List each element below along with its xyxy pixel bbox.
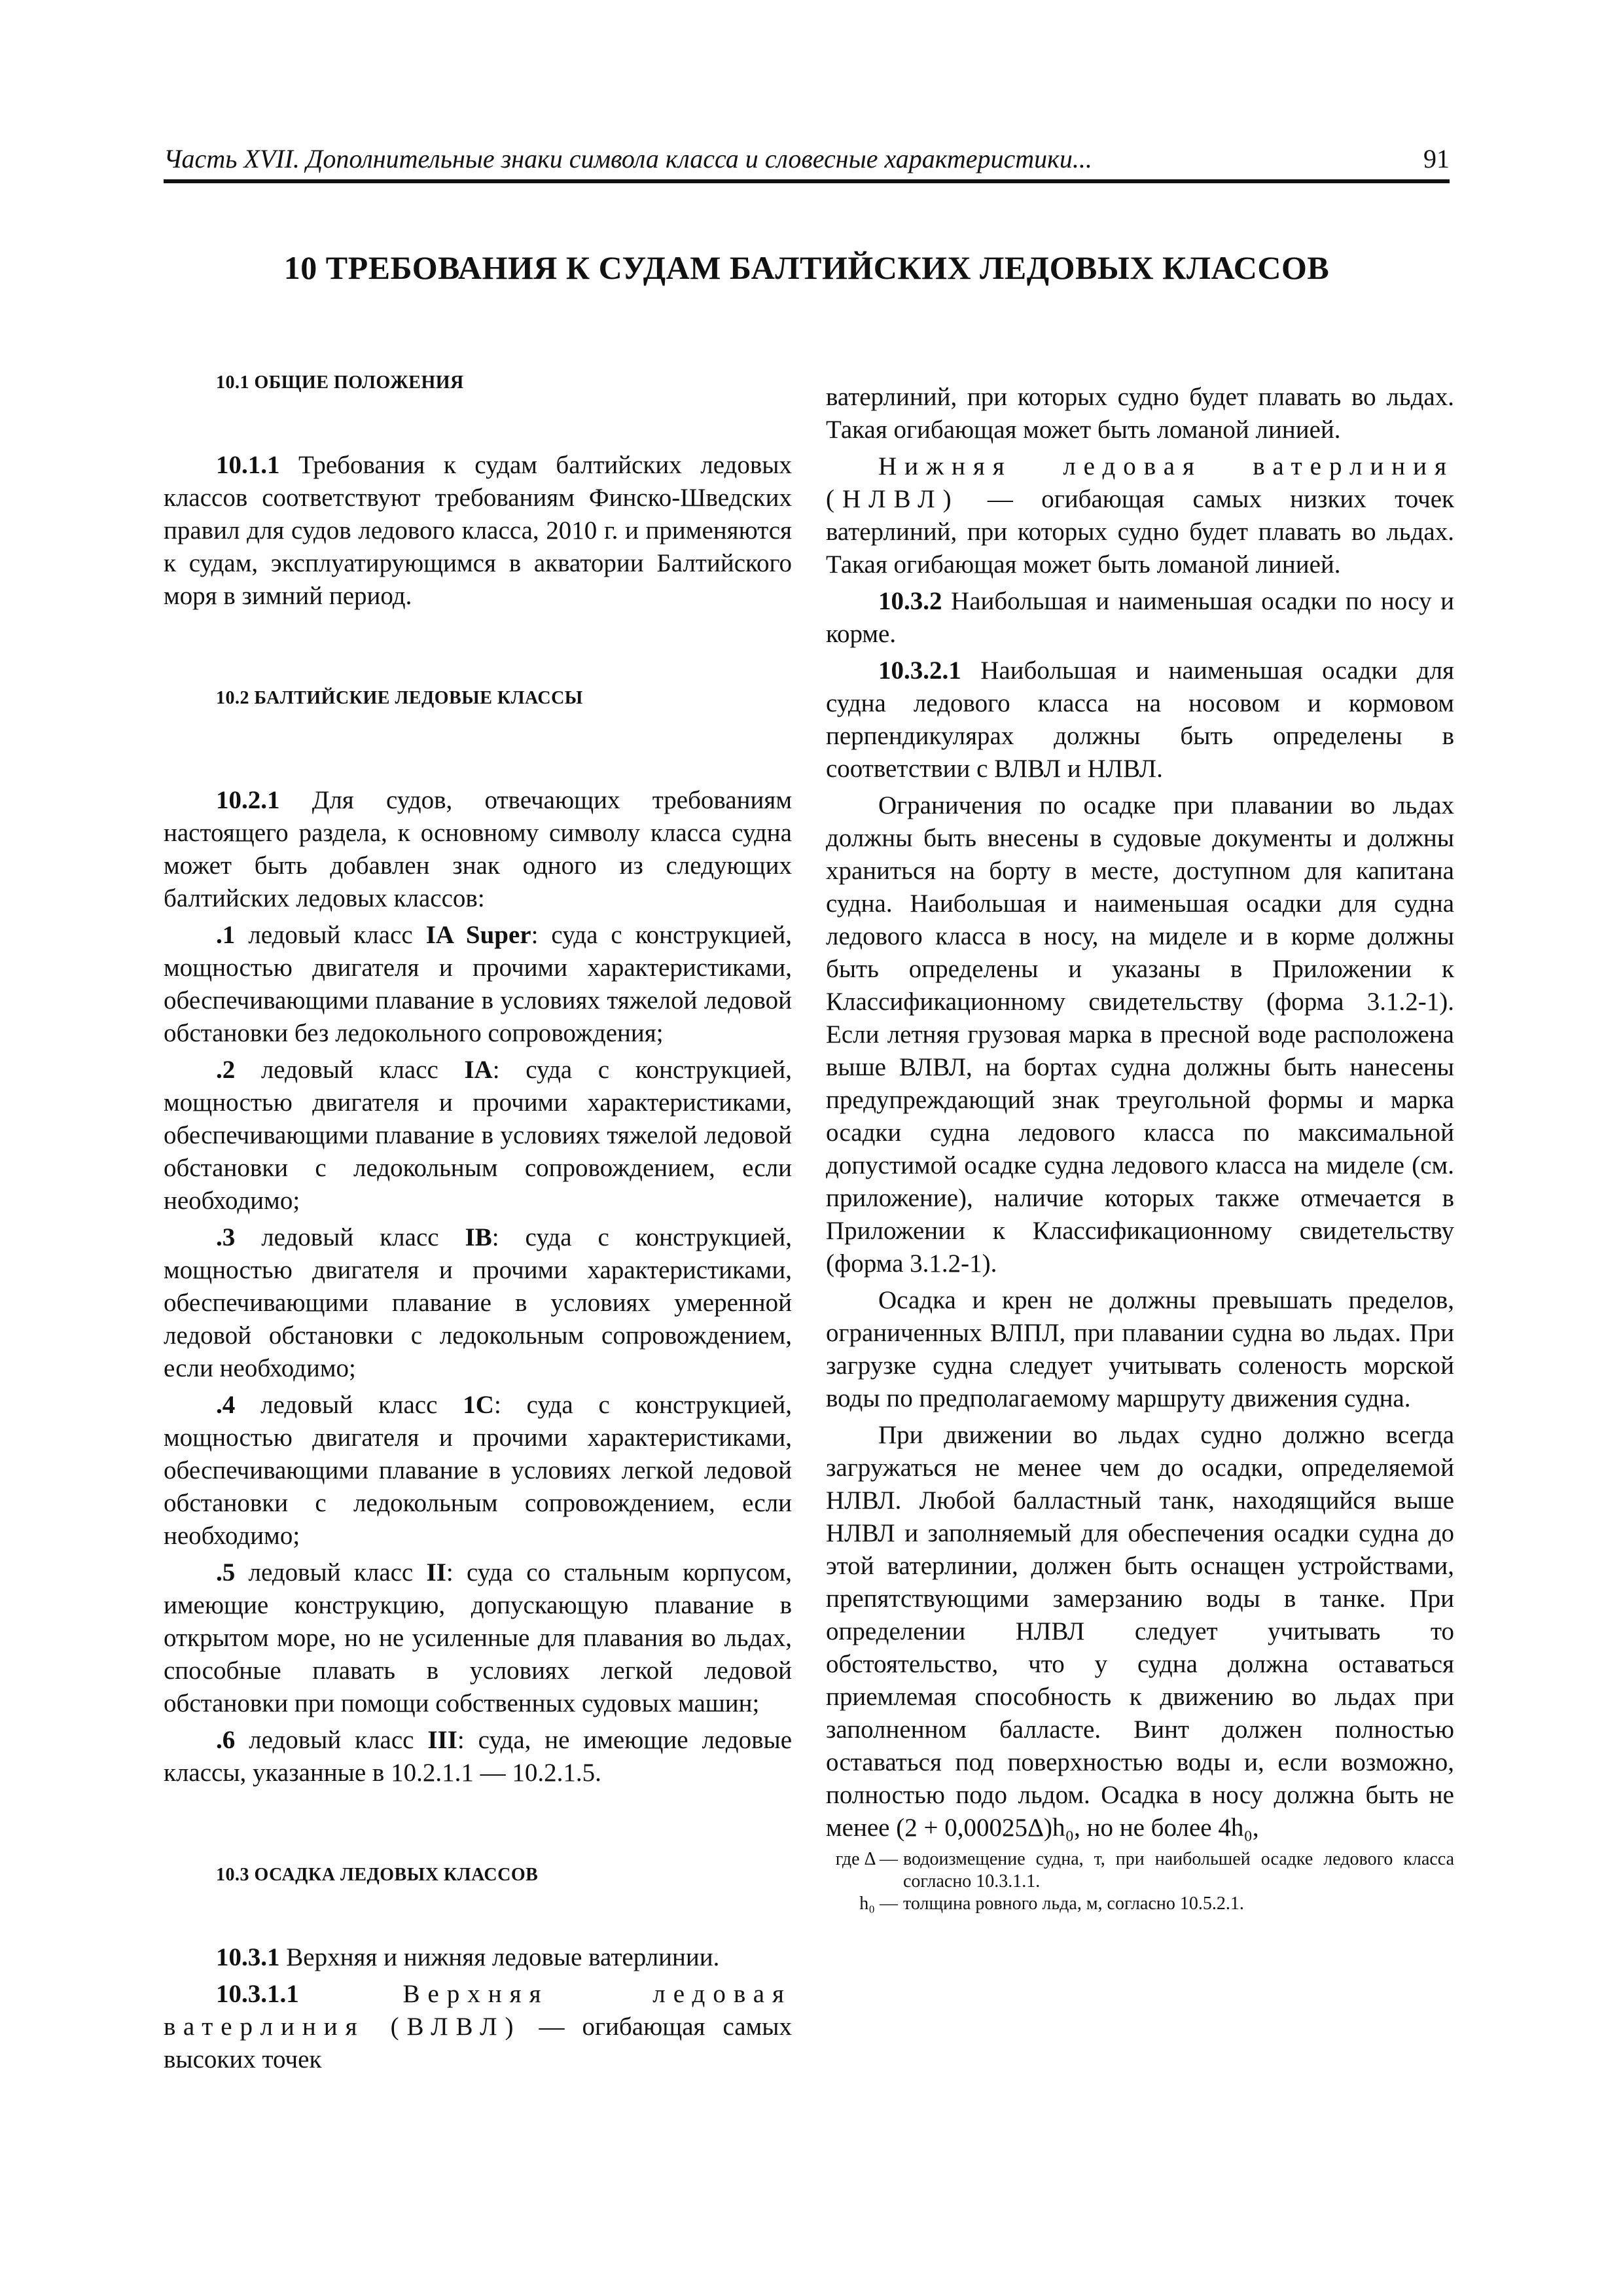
clause-number: 10.1.1	[216, 451, 280, 479]
note-text: толщина ровного льда, м, согласно 10.5.2.1.	[903, 1893, 1244, 1914]
note-text: водоизмещение судна, т, при наибольшей осадке ледового класса согласно 10.3.1.1.	[903, 1849, 1454, 1892]
ice-class: II	[426, 1558, 446, 1587]
ice-class: III	[427, 1726, 457, 1754]
section-heading-10-2: 10.2 БАЛТИЙСКИЕ ЛЕДОВЫЕ КЛАССЫ	[216, 688, 583, 708]
item-text: ледовый класс	[235, 1056, 465, 1084]
paragraph-10-1-1	[164, 449, 792, 613]
note-symbol: где Δ —	[835, 1849, 898, 1869]
paragraph-10-3-1	[164, 1941, 792, 1974]
header-title: Часть XVII. Дополнительные знаки символа класса и словесные характеристики...	[164, 144, 1092, 173]
item-text: ледовый класс	[235, 1223, 465, 1251]
ice-class: 1C	[463, 1391, 494, 1419]
item-text: : суда со стальным корпусом, имеющие конструкцию, допускающую плавание в открытом море, но не усиленные для плавания во льдах, способные плавать в условиях легкой ледовой обстановки при помощи собственных судовых машин;	[164, 1558, 792, 1717]
list-item-2	[164, 1054, 792, 1217]
list-item-5	[164, 1556, 792, 1720]
term-vlvl: Верхняя ледовая ватерлиния (ВЛВЛ)	[164, 1980, 792, 2041]
item-text: : суда с конструкцией, мощностью двигателя и прочими характеристиками, обеспечивающими плавание в условиях тяжелой ледовой обстановки с ледокольным сопровождением, если необходимо;	[164, 1056, 792, 1215]
item-text: : суда, не имеющие ледовые классы, указанные в 10.2.1.1 — 10.2.1.5.	[164, 1726, 792, 1787]
paragraph-text: Для судов, отвечающих требованиям настоящего раздела, к основному символу класса судна может быть добавлен знак одного из следующих балтийских ледовых классов:	[164, 786, 792, 912]
item-text: ледовый класс	[235, 1391, 463, 1419]
paragraph-text: — огибающая самых низких точек ватерлиний, при которых судно будет плавать во льдах. Такая огибающая может быть ломаной линией.	[826, 485, 1454, 579]
clause-number: 10.3.1	[216, 1943, 280, 1971]
paragraph-text: — огибающая самых высоких точек	[164, 2013, 792, 2073]
item-text: ледовый класс	[235, 921, 426, 949]
paragraph-draught-heel: Осадка и крен не должны превышать пределов, ограниченных ВЛПЛ, при плавании судна во льдах. При загрузке судна следует учитывать соленость морской воды по предполагаемому маршруту движения судна.	[826, 1286, 1454, 1412]
paragraph-loading: При движении во льдах судно должно всегда загружаться не менее чем до осадки, определяемой НЛВЛ. Любой балластный танк, находящийся выше НЛВЛ и заполняемый для обеспечения осадки судна до этой ватерлинии, должен быть оснащен устройствами, препятствующими замерзанию воды в танке. При определении НЛВЛ следует учитывать то обстоятельство, что у судна должна оставаться приемлемая способность к движению во льдах при заполненном балласте. Винт должен полностью оставаться под поверхностью воды и, если возможно, полностью подо льдом. Осадка в носу должна быть не менее (2 + 0,00025Δ)h₀, но не более 4h₀,	[826, 1421, 1454, 1842]
note-symbol: h₀ —	[859, 1893, 898, 1914]
paragraph-10-3-2-1	[826, 655, 1454, 785]
item-number: .4	[216, 1391, 236, 1419]
running-header	[164, 143, 1450, 183]
item-text: : суда с конструкцией, мощностью двигателя и прочими характеристиками, обеспечивающими плавание в условиях легкой ледовой обстановки с ледокольным сопровождением, если необходимо;	[164, 1391, 792, 1550]
right-column	[826, 381, 1454, 1915]
page-number: 91	[1423, 144, 1450, 173]
list-item-6	[164, 1724, 792, 1789]
item-number: .5	[216, 1558, 236, 1587]
list-item-1	[164, 919, 792, 1050]
paragraph-text: Наибольшая и наименьшая осадки для судна ледового класса на носовом и кормовом перпендикулярах должны быть определены в соответствии с ВЛВЛ и НЛВЛ.	[826, 656, 1454, 783]
paragraph-draught-limits: Ограничения по осадке при плавании во льдах должны быть внесены в судовые документы и должны храниться на борту в месте, доступном для капитана судна. Наибольшая и наименьшая осадки для судна ледового класса в носу, на миделе и в корме должны быть определены и указаны в Приложении к Классификационному свидетельству (форма 3.1.2-1). Если летняя грузовая марка в пресной воде расположена выше ВЛВЛ, на бортах судна должны быть нанесены предупреждающий знак треугольной формы и марка осадки судна ледового класса по максимальной допустимой осадке судна ледового класса на миделе (см. приложение), наличие которых также отмечается в Приложении к Классификационному свидетельству (форма 3.1.2-1).	[826, 791, 1454, 1278]
paragraph-nlvl	[826, 450, 1454, 581]
clause-number: 10.3.2	[878, 587, 942, 615]
section-heading-10-3: 10.3 ОСАДКА ЛЕДОВЫХ КЛАССОВ	[216, 1865, 539, 1885]
term-nlvl: Нижняя ледовая ватерлиния (НЛВЛ)	[826, 452, 1454, 513]
formula-notes	[826, 1848, 1454, 1915]
left-column	[164, 367, 792, 2080]
list-item-4	[164, 1389, 792, 1552]
item-number: .6	[216, 1726, 236, 1754]
ice-class: IA Super	[425, 921, 531, 949]
paragraph-10-3-1-1	[164, 1978, 792, 2076]
item-number: .2	[216, 1056, 236, 1084]
item-number: .3	[216, 1223, 236, 1251]
note-ice-thickness	[826, 1893, 1454, 1915]
item-text: : суда с конструкцией, мощностью двигателя и прочими характеристиками, обеспечивающими плавание в условиях умеренной ледовой обстановки с ледокольным сопровождением, если необходимо;	[164, 1223, 792, 1382]
paragraph-10-3-2	[826, 585, 1454, 651]
clause-number: 10.3.1.1	[216, 1980, 299, 2008]
item-number: .1	[216, 921, 236, 949]
list-item-3	[164, 1221, 792, 1385]
ice-class: IB	[465, 1223, 492, 1251]
chapter-title: 10 ТРЕБОВАНИЯ К СУДАМ БАЛТИЙСКИХ ЛЕДОВЫХ КЛАССОВ	[283, 249, 1330, 286]
paragraph-text: Верхняя и нижняя ледовые ватерлинии.	[279, 1943, 720, 1971]
paragraph-continuation: ватерлиний, при которых судно будет плавать во льдах. Такая огибающая может быть ломаной линией.	[826, 383, 1454, 444]
ice-class: IA	[464, 1056, 493, 1084]
paragraph-text: Наибольшая и наименьшая осадки по носу и корме.	[826, 587, 1454, 648]
item-text: ледовый класс	[235, 1726, 428, 1754]
note-displacement	[826, 1848, 1454, 1893]
section-heading-10-1: 10.1 ОБЩИЕ ПОЛОЖЕНИЯ	[216, 372, 464, 393]
paragraph-text: Требования к судам балтийских ледовых классов соответствуют требованиям Финско-Шведских правил для судов ледового класса, 2010 г. и применяются к судам, эксплуатирующимся в акватории Балтийского моря в зимний период.	[164, 451, 792, 610]
clause-number: 10.2.1	[216, 786, 280, 814]
item-text: : суда с конструкцией, мощностью двигателя и прочими характеристиками, обеспечивающими плавание в условиях тяжелой ледовой обстановки без ледокольного сопровождения;	[164, 921, 792, 1047]
paragraph-10-2-1	[164, 784, 792, 915]
item-text: ледовый класс	[235, 1558, 427, 1587]
clause-number: 10.3.2.1	[878, 656, 961, 685]
